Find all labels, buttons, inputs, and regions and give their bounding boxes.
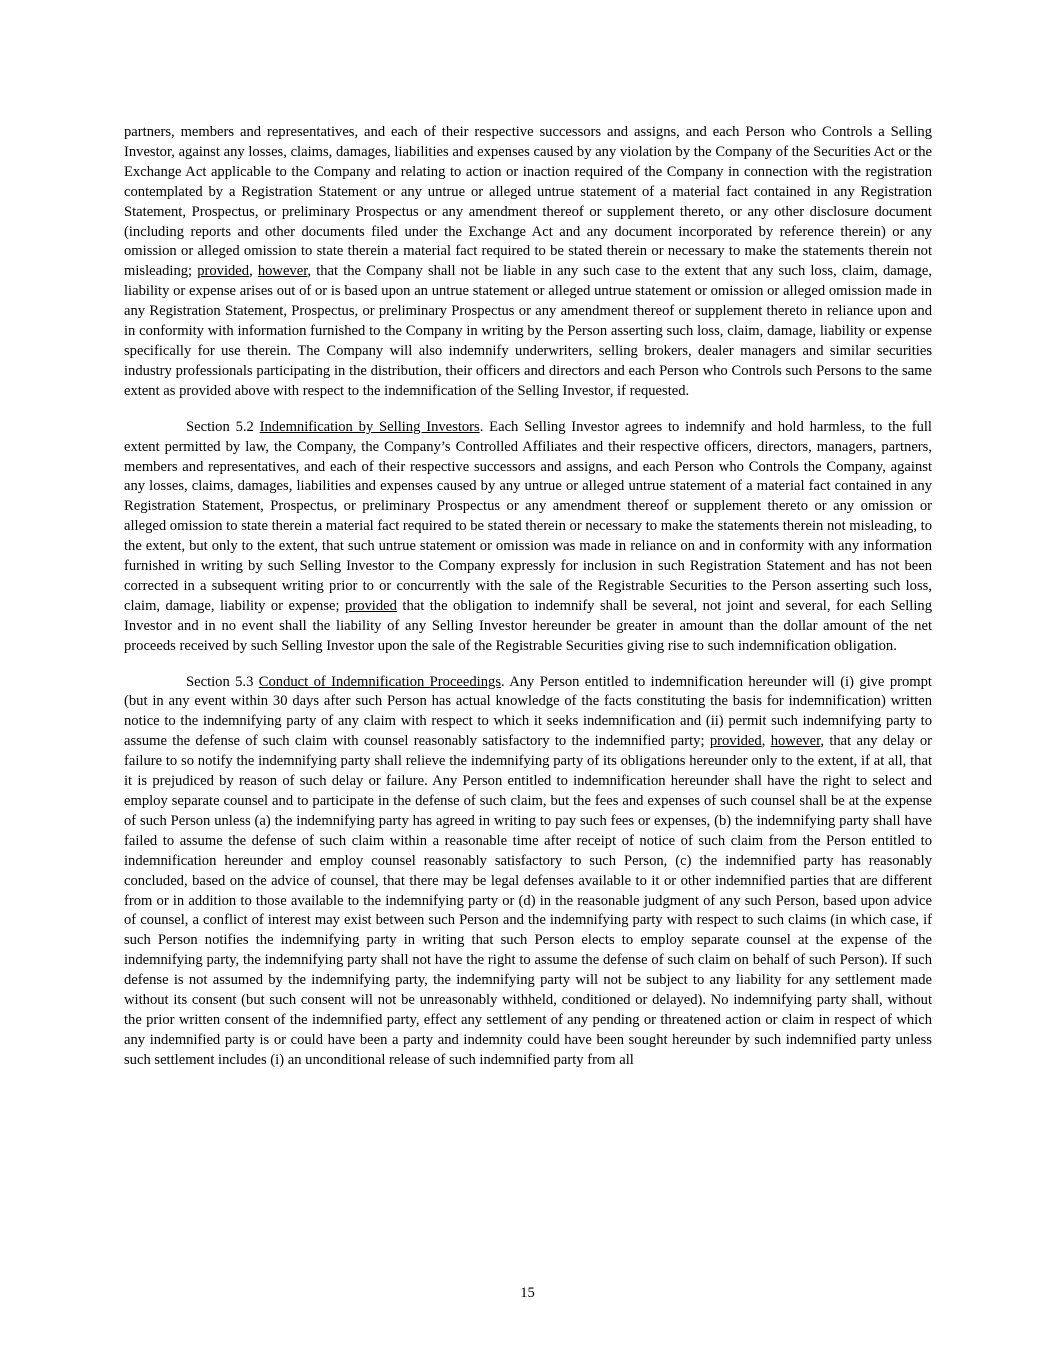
provided-term: provided — [197, 263, 250, 280]
separator: , — [761, 733, 771, 750]
paragraph-text: that the obligation to indemnify shall be several, not joint and several, for each Selling Investor and in no event shall the liability of any Selling Investor hereunder be greater in amount than the dollar amount of the net proceeds received by such Selling Investor upon the sale of the Registrable Securities giving rise to such indemnification obligation. — [124, 597, 932, 654]
paragraph-section-5-3 — [124, 673, 932, 1071]
provided-term: provided — [345, 597, 397, 614]
paragraph-text: . Any Person entitled to indemnification hereunder will (i) give prompt (but in any event within 30 days after such Person has actual knowledge of the facts constituting the basis for indemnification) written notice to the indemnifying party of any claim with respect to which it seeks indemnification and (ii) permit such indemnifying party to assume the defense of such claim with counsel reasonably satisfactory to the indemnified party; — [124, 673, 932, 750]
section-heading: Indemnification by Selling Investors — [259, 418, 480, 435]
paragraph-text: , that any delay or failure to so notify the indemnifying party shall relieve the indemnifying party of its obligations hereunder only to the extent, if at all, that it is prejudiced by reason of such delay or failure. Any Person entitled to indemnification hereunder shall have the right to select and employ separate counsel and to participate in the defense of such claim, but the fees and expenses of such counsel shall be at the expense of such Person unless (a) the indemnifying party has agreed in writing to pay such fees or expenses, (b) the indemnifying party shall have failed to assume the defense of such claim within a reasonable time after receipt of notice of such claim from the Person entitled to indemnification hereunder and employ counsel reasonably satisfactory to such Person, (c) the indemnified party has reasonably concluded, based on the advice of counsel, that there may be legal defenses available to it or other indemnified parties that are different from or in addition to those available to the indemnifying party or (d) in the reasonable judgment of any such Person, based upon advice of counsel, a conflict of interest may exist between such Person and the indemnifying party with respect to such claims (in which case, if such Person notifies the indemnifying party in writing that such Person elects to employ separate counsel at the expense of the indemnifying party, the indemnifying party shall not have the right to assume the defense of such claim on behalf of such Person). If such defense is not assumed by the indemnifying party, the indemnifying party will not be subject to any liability for any settlement made without its consent (but such consent will not be unreasonably withheld, conditioned or delayed). No indemnifying party shall, without the prior written consent of the indemnified party, effect any settlement of any pending or threatened action or claim in respect of which any indemnified party is or could have been a party and indemnity could have been sought hereunder by such indemnified party unless such settlement includes (i) an unconditional release of such indemnified party from all — [124, 733, 932, 1068]
paragraph-section-5-2 — [124, 418, 932, 657]
however-term: however — [770, 733, 821, 750]
separator: , — [249, 263, 258, 280]
paragraph-section-5-1-continuation — [124, 123, 932, 402]
paragraph-text: . Each Selling Investor agrees to indemnify and hold harmless, to the full extent permitted by law, the Company, the Company’s Controlled Affiliates and their respective officers, directors, managers, partners, members and representatives, and each of their respective successors and assigns, and each Person who Controls the Company, against any losses, claims, damages, liabilities and expenses caused by any untrue or alleged untrue statement of a material fact contained in any Registration Statement, Prospectus, or preliminary Prospectus or any amendment thereof or supplement thereto or any omission or alleged omission to state therein a material fact required to be stated therein or necessary to make the statements therein not misleading, to the extent, but only to the extent, that such untrue statement or omission was made in reliance on and in conformity with any information furnished in writing by such Selling Investor to the Company expressly for inclusion in such Registration Statement and has not been corrected in a subsequent writing prior to or concurrently with the sale of the Registrable Securities to the Person asserting such loss, claim, damage, liability or expense; — [124, 418, 932, 614]
however-term: however — [257, 263, 308, 280]
section-heading: Conduct of Indemnification Proceedings — [258, 673, 501, 690]
paragraph-text: , that the Company shall not be liable in any such case to the extent that any such loss, claim, damage, liability or expense arises out of or is based upon an untrue statement or alleged untrue statement or omission or alleged omission made in any Registration Statement, Prospectus, or preliminary Prospectus or any amendment thereof or supplement thereto in reliance upon and in conformity with information furnished to the Company in writing by the Person asserting such loss, claim, damage, liability or expense specifically for use therein. The Company will also indemnify underwriters, selling brokers, dealer managers and similar securities industry professionals participating in the distribution, their officers and directors and each Person who Controls such Persons to the same extent as provided above with respect to the indemnification of the Selling Investor, if requested. — [124, 263, 932, 399]
section-number: Section 5.3 — [186, 673, 259, 690]
page-number: 15 — [520, 1285, 535, 1301]
section-number: Section 5.2 — [186, 418, 260, 435]
paragraph-text: partners, members and representatives, and each of their respective successors and assigns, and each Person who Controls a Selling Investor, against any losses, claims, damages, liabilities and expenses caused by any violation by the Company of the Securities Act or the Exchange Act applicable to the Company and relating to action or inaction required of the Company in connection with the registration contemplated by a Registration Statement or any untrue or alleged untrue statement of a material fact contained in any Registration Statement, Prospectus, or preliminary Prospectus or any amendment thereof or supplement thereto, or any other disclosure document (including reports and other documents filed under the Exchange Act and any document incorporated by reference therein) or any omission or alleged omission to state therein a material fact required to be stated therein or necessary to make the statements therein not misleading; — [124, 124, 932, 280]
document-body — [124, 123, 932, 1087]
provided-term: provided — [709, 733, 762, 750]
